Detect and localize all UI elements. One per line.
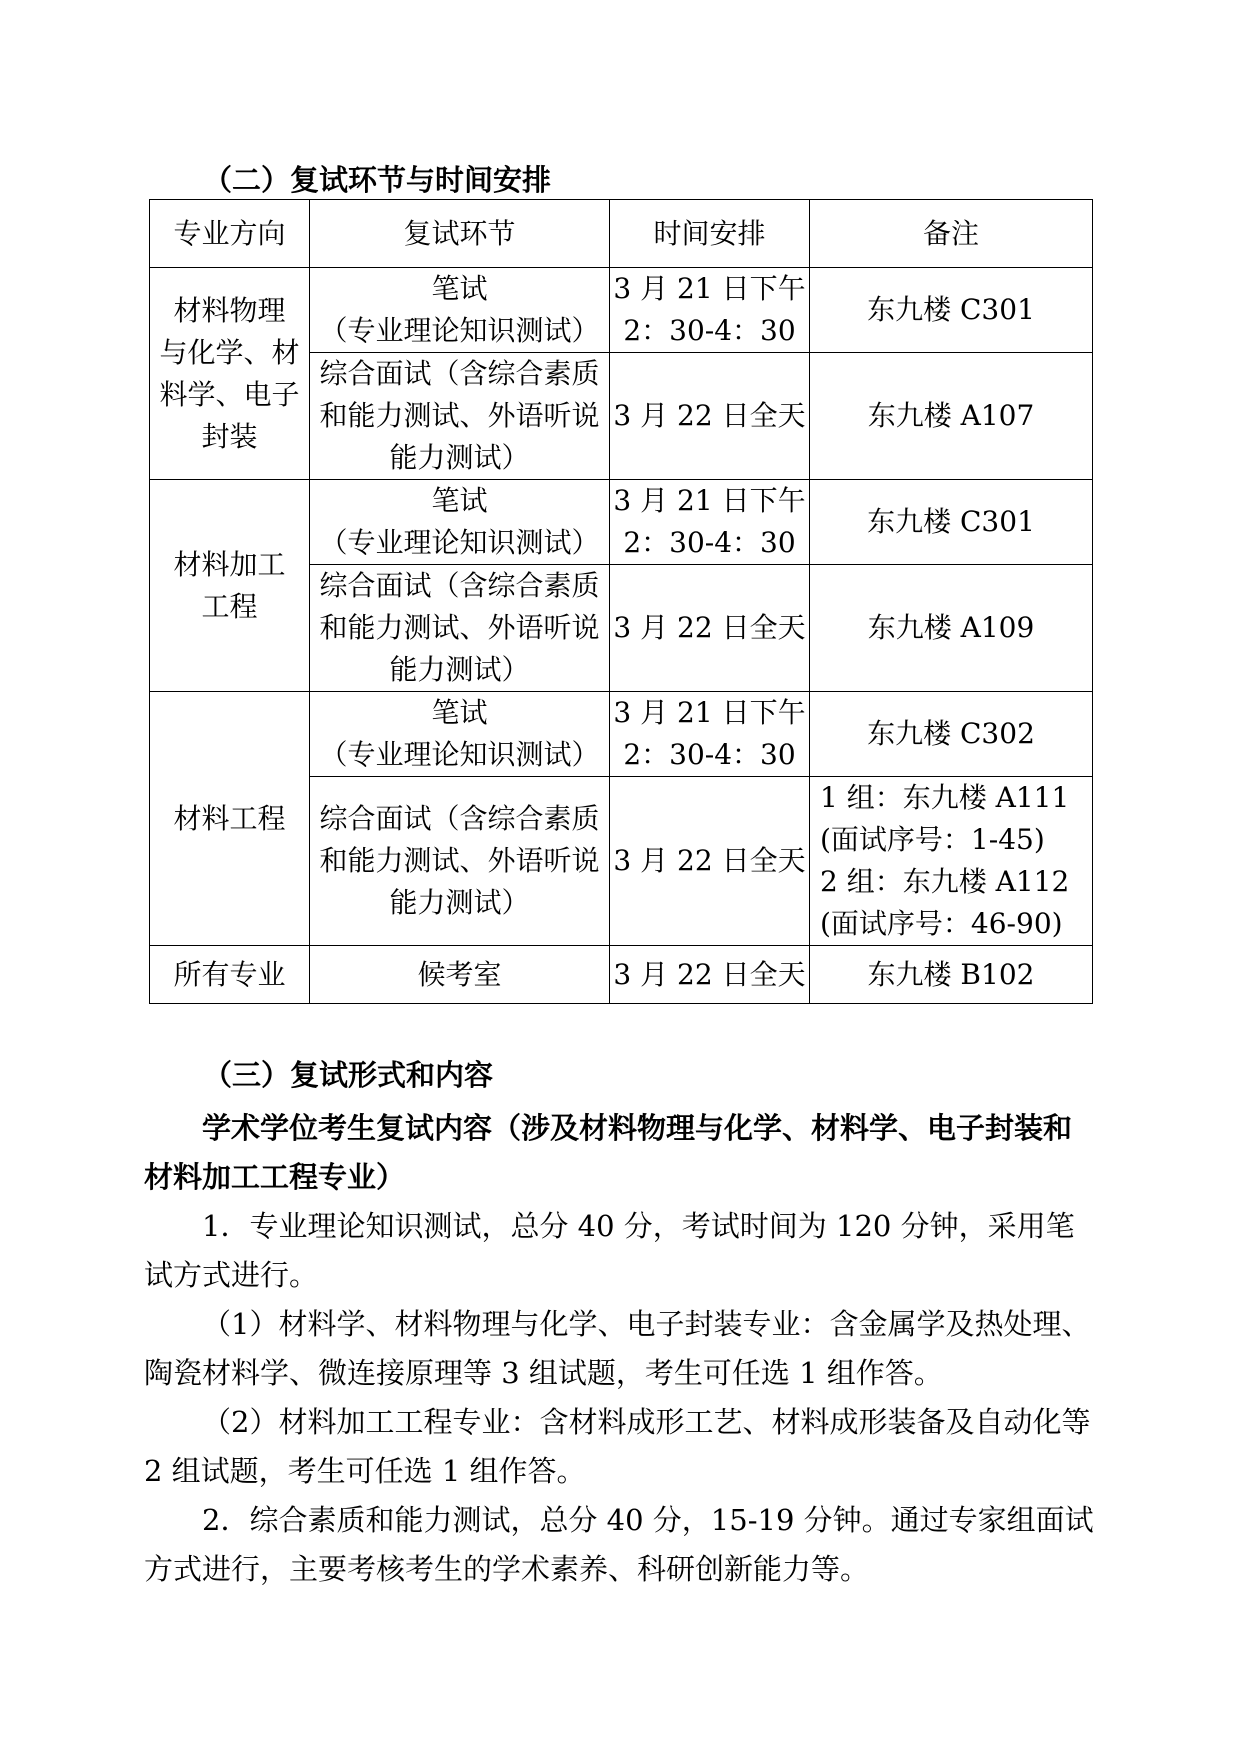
time-cell: 3 月 22 日全天 bbox=[610, 565, 810, 692]
note-cell: 东九楼 C301 bbox=[810, 268, 1093, 353]
time-cell: 3 月 21 日下午 2：30-4：30 bbox=[610, 692, 810, 777]
section-3-title: （三）复试形式和内容 bbox=[203, 1058, 494, 1092]
note-cell: 东九楼 B102 bbox=[810, 946, 1093, 1004]
paragraph-2: （1）材料学、材料物理与化学、电子封装专业：含金属学及热处理、陶瓷材料学、微连接原理等 3 组试题，考生可任选 1 组作答。 bbox=[144, 1307, 1091, 1390]
table-row bbox=[150, 692, 1093, 777]
major-cell: 材料加工 工程 bbox=[150, 480, 310, 692]
note-cell: 东九楼 C302 bbox=[810, 692, 1093, 777]
table-row bbox=[150, 480, 1093, 565]
stage-cell: 笔试 （专业理论知识测试） bbox=[310, 480, 610, 565]
time-cell: 3 月 22 日全天 bbox=[610, 777, 810, 946]
stage-cell: 笔试 （专业理论知识测试） bbox=[310, 268, 610, 353]
major-cell: 材料工程 bbox=[150, 692, 310, 946]
paragraph-1: 1．专业理论知识测试，总分 40 分，考试时间为 120 分钟，采用笔试方式进行。 bbox=[144, 1209, 1075, 1292]
stage-cell: 综合面试（含综合素质 和能力测试、外语听说 能力测试） bbox=[310, 353, 610, 480]
major-cell: 所有专业 bbox=[150, 946, 310, 1004]
time-cell: 3 月 22 日全天 bbox=[610, 353, 810, 480]
table-header-row bbox=[150, 200, 1093, 268]
note-cell: 东九楼 A109 bbox=[810, 565, 1093, 692]
header-stage: 复试环节 bbox=[310, 200, 610, 268]
time-cell: 3 月 22 日全天 bbox=[610, 946, 810, 1004]
time-cell: 3 月 21 日下午 2：30-4：30 bbox=[610, 480, 810, 565]
paragraph-4: 2．综合素质和能力测试，总分 40 分，15-19 分钟。通过专家组面试方式进行，主要考核考生的学术素养、科研创新能力等。 bbox=[144, 1503, 1094, 1586]
note-cell: 东九楼 A107 bbox=[810, 353, 1093, 480]
header-major: 专业方向 bbox=[150, 200, 310, 268]
time-cell: 3 月 21 日下午 2：30-4：30 bbox=[610, 268, 810, 353]
stage-cell: 综合面试（含综合素质 和能力测试、外语听说 能力测试） bbox=[310, 777, 610, 946]
major-cell: 材料物理 与化学、材 料学、电子 封装 bbox=[150, 268, 310, 480]
section-3-subtitle: 学术学位考生复试内容（涉及材料物理与化学、材料学、电子封装和材料加工工程专业） bbox=[144, 1111, 1073, 1194]
note-cell: 东九楼 C301 bbox=[810, 480, 1093, 565]
table-row bbox=[150, 268, 1093, 353]
stage-cell: 候考室 bbox=[310, 946, 610, 1004]
schedule-table bbox=[149, 199, 1093, 1004]
header-note: 备注 bbox=[810, 200, 1093, 268]
paragraph-3: （2）材料加工工程专业：含材料成形工艺、材料成形装备及自动化等 2 组试题，考生可任选 1 组作答。 bbox=[144, 1405, 1091, 1488]
section-2-title: （二）复试环节与时间安排 bbox=[203, 163, 552, 197]
header-time: 时间安排 bbox=[610, 200, 810, 268]
stage-cell: 笔试 （专业理论知识测试） bbox=[310, 692, 610, 777]
stage-cell: 综合面试（含综合素质 和能力测试、外语听说 能力测试） bbox=[310, 565, 610, 692]
note-cell: 1 组：东九楼 A111 (面试序号：1-45) 2 组：东九楼 A112 (面试序号：46-90) bbox=[810, 777, 1093, 946]
table-row bbox=[150, 946, 1093, 1004]
